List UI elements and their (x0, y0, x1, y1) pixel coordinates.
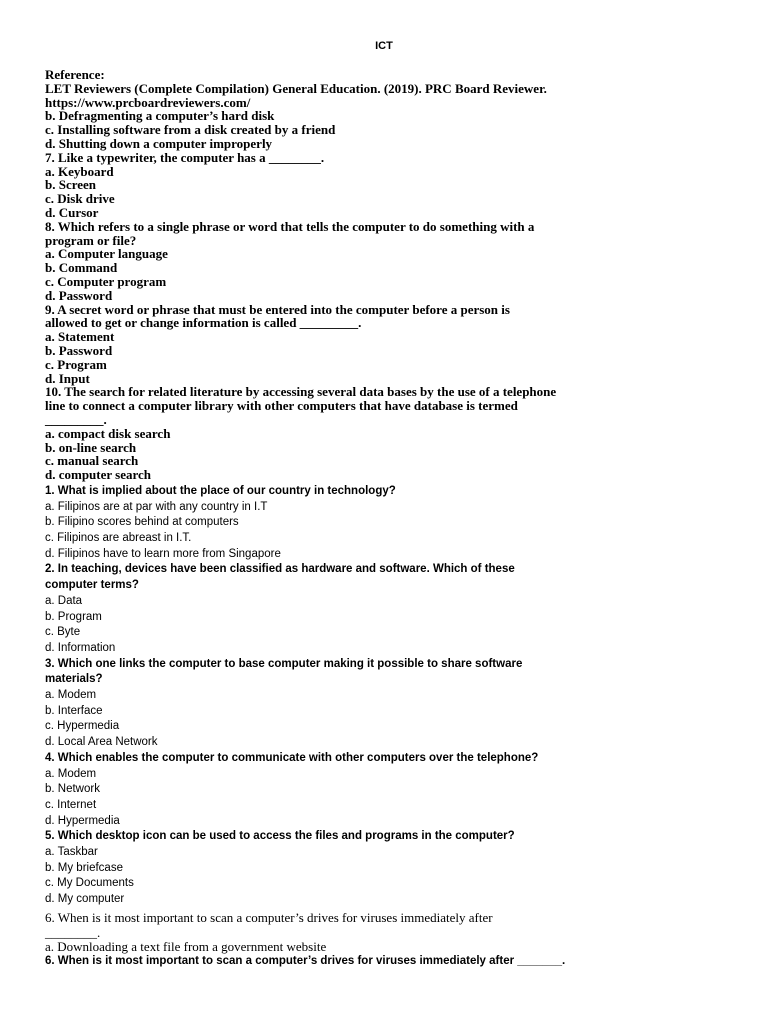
serif-text-line: d. Password (45, 287, 113, 303)
option-line: d. Information (45, 641, 116, 654)
option-line: d. Filipinos have to learn more from Singapore (45, 547, 281, 560)
serif-text-line: b. Password (45, 342, 113, 358)
reference-block (45, 68, 625, 109)
question-6-serif-line: 6. When is it most important to scan a computer’s drives for viruses immediately after (45, 909, 493, 925)
question-line: 1. What is implied about the place of our country in technology? (45, 484, 396, 497)
serif-text-line: program or file? (45, 232, 137, 248)
option-line: a. Modem (45, 767, 97, 780)
sans-question-block (45, 484, 625, 908)
option-line: b. Interface (45, 704, 103, 717)
option-line: a. Data (45, 594, 83, 607)
serif-text-line: d. Input (45, 370, 90, 386)
serif-text-line: _________. (45, 411, 107, 427)
option-line: c. Byte (45, 626, 81, 639)
question-6-serif-blank: ________. (45, 924, 101, 940)
question-line: 5. Which desktop icon can be used to access the files and programs in the computer? (45, 830, 515, 843)
page-title: ICT (375, 40, 393, 52)
question-6-block (45, 911, 625, 970)
reference-label: Reference: (45, 67, 105, 82)
serif-text-line: d. Shutting down a computer improperly (45, 135, 273, 151)
option-line: a. Modem (45, 689, 97, 702)
serif-text-line: d. computer search (45, 467, 152, 483)
option-line: b. My briefcase (45, 861, 123, 874)
option-line: c. Filipinos are abreast in I.T. (45, 532, 192, 545)
serif-text-line: b. Screen (45, 177, 97, 193)
option-line: c. Hypermedia (45, 720, 120, 733)
option-line: a. Filipinos are at par with any country in I.T (45, 500, 268, 513)
question-6-option-a: a. Downloading a text file from a government website (45, 938, 327, 954)
reference-citation: LET Reviewers (Complete Compilation) General Education. (2019). PRC Board Reviewer. (45, 80, 547, 96)
question-line: 3. Which one links the computer to base computer making it possible to share software (45, 657, 523, 670)
serif-text-line: 7. Like a typewriter, the computer has a ________. (45, 149, 325, 165)
serif-text-line: c. Program (45, 356, 107, 372)
option-line: d. My computer (45, 893, 125, 906)
serif-text-line: c. Disk drive (45, 191, 115, 207)
serif-question-block (45, 109, 625, 482)
question-6-sans-line: 6. When is it most important to scan a computer’s drives for viruses immediately after _______. (45, 954, 566, 967)
serif-text-line: 9. A secret word or phrase that must be entered into the computer before a person is (45, 301, 510, 317)
option-line: c. Internet (45, 798, 97, 811)
serif-text-line: c. Installing software from a disk created by a friend (45, 122, 336, 138)
option-line: b. Network (45, 783, 100, 796)
question-line: materials? (45, 673, 103, 686)
question-line: computer terms? (45, 579, 139, 592)
serif-text-line: b. Command (45, 260, 118, 276)
serif-text-line: a. compact disk search (45, 425, 171, 441)
serif-text-line: 8. Which refers to a single phrase or word that tells the computer to do something with a (45, 218, 535, 234)
document-body (45, 68, 625, 970)
serif-text-line: a. Statement (45, 329, 115, 345)
option-line: a. Taskbar (45, 846, 98, 859)
option-line: c. My Documents (45, 877, 134, 890)
option-line: d. Local Area Network (45, 736, 158, 749)
serif-text-line: line to connect a computer library with other computers that have database is termed (45, 398, 518, 414)
question-line: 4. Which enables the computer to communicate with other computers over the telephone? (45, 751, 539, 764)
serif-text-line: b. Defragmenting a computer’s hard disk (45, 108, 275, 124)
serif-text-line: c. manual search (45, 453, 139, 469)
option-line: d. Hypermedia (45, 814, 120, 827)
serif-text-line: c. Computer program (45, 273, 167, 289)
serif-text-line: allowed to get or change information is called _________. (45, 315, 362, 331)
serif-text-line: 10. The search for related literature by accessing several data bases by the use of a telephone (45, 384, 557, 400)
serif-text-line: a. Keyboard (45, 163, 114, 179)
option-line: b. Filipino scores behind at computers (45, 516, 239, 529)
option-line: b. Program (45, 610, 102, 623)
serif-text-line: d. Cursor (45, 204, 99, 220)
serif-text-line: a. Computer language (45, 246, 168, 262)
reference-url: https://www.prcboardreviewers.com/ (45, 94, 251, 110)
question-line: 2. In teaching, devices have been classified as hardware and software. Which of these (45, 563, 515, 576)
serif-text-line: b. on-line search (45, 439, 137, 455)
